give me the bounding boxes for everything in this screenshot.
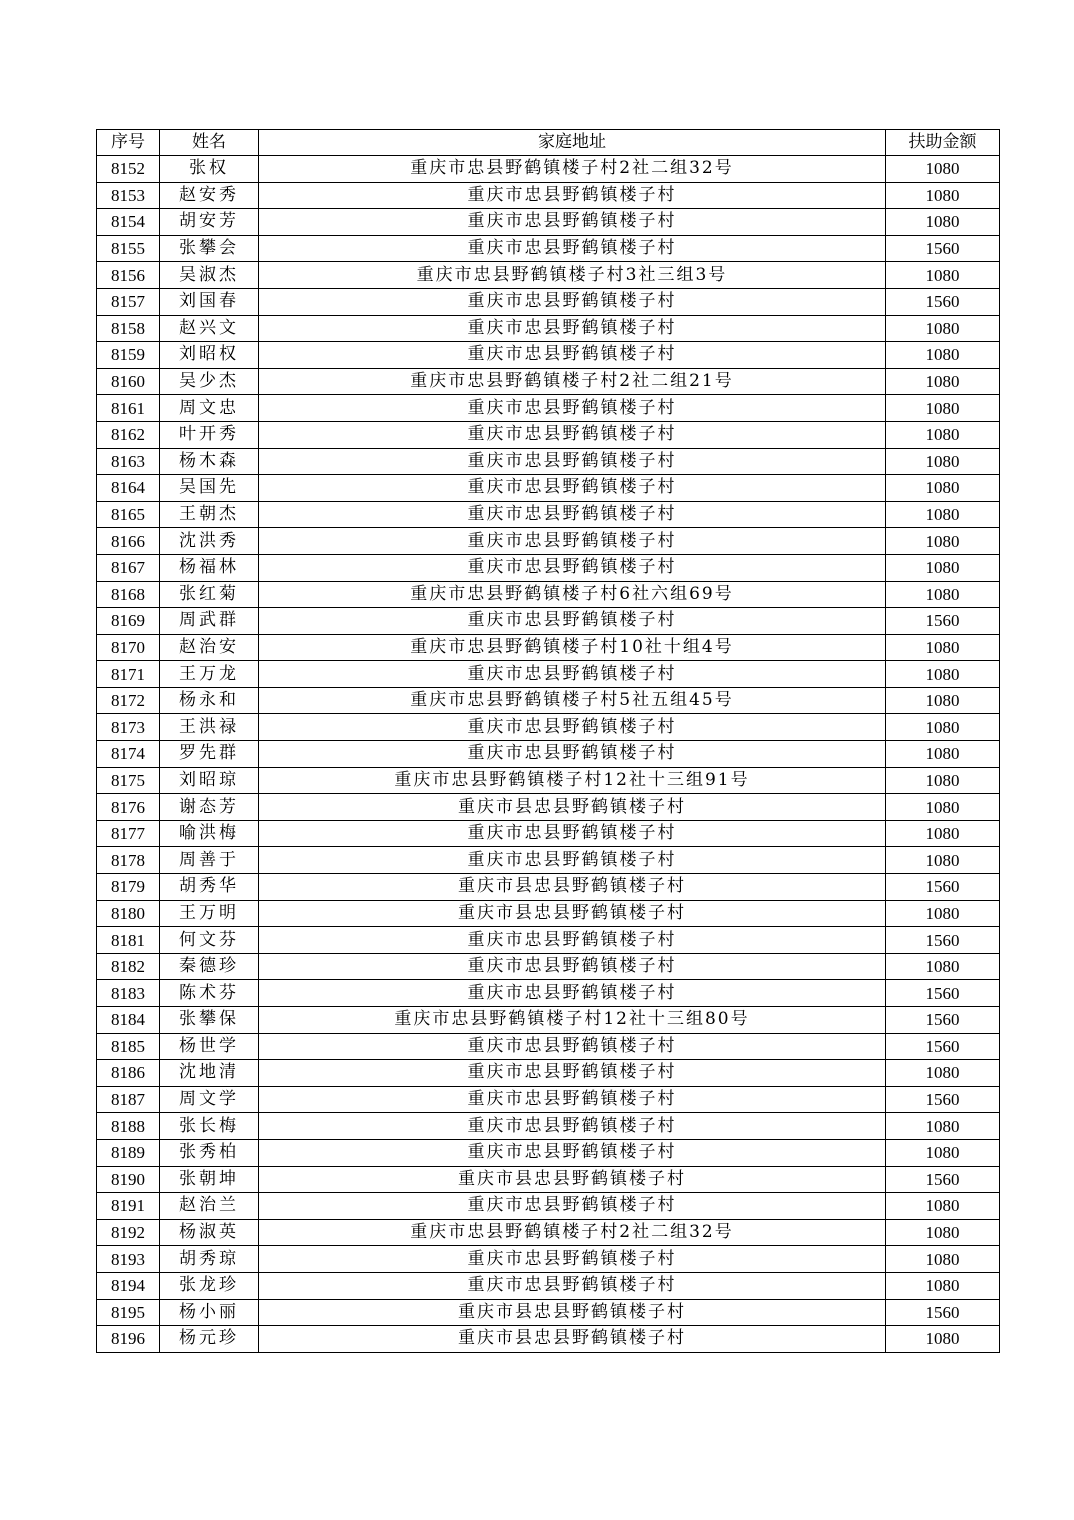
cell-name: 秦德珍	[160, 953, 259, 980]
cell-amount: 1560	[886, 874, 1000, 901]
cell-name: 张长梅	[160, 1113, 259, 1140]
cell-address: 重庆市忠县野鹤镇楼子村	[259, 1193, 886, 1220]
cell-address: 重庆市忠县野鹤镇楼子村	[259, 448, 886, 475]
cell-num: 8196	[97, 1326, 160, 1353]
header-name: 姓名	[160, 130, 259, 156]
cell-num: 8182	[97, 953, 160, 980]
header-address: 家庭地址	[259, 130, 886, 156]
cell-amount: 1080	[886, 395, 1000, 422]
table-row	[97, 1033, 1000, 1060]
cell-name: 张攀保	[160, 1007, 259, 1034]
table-row	[97, 235, 1000, 262]
table-row	[97, 368, 1000, 395]
table-row	[97, 1113, 1000, 1140]
cell-num: 8168	[97, 581, 160, 608]
cell-num: 8158	[97, 315, 160, 342]
table-row	[97, 1272, 1000, 1299]
cell-name: 周武群	[160, 608, 259, 635]
table-row	[97, 900, 1000, 927]
cell-num: 8165	[97, 501, 160, 528]
cell-address: 重庆市忠县野鹤镇楼子村	[259, 953, 886, 980]
cell-num: 8187	[97, 1086, 160, 1113]
cell-num: 8155	[97, 235, 160, 262]
cell-num: 8152	[97, 156, 160, 183]
table-row	[97, 820, 1000, 847]
cell-address: 重庆市忠县野鹤镇楼子村3社三组3号	[259, 262, 886, 289]
cell-name: 周文忠	[160, 395, 259, 422]
cell-address: 重庆市忠县野鹤镇楼子村	[259, 1246, 886, 1273]
cell-num: 8156	[97, 262, 160, 289]
table-row	[97, 634, 1000, 661]
cell-num: 8175	[97, 767, 160, 794]
cell-amount: 1080	[886, 1272, 1000, 1299]
cell-amount: 1080	[886, 767, 1000, 794]
table-row	[97, 156, 1000, 183]
cell-amount: 1080	[886, 368, 1000, 395]
cell-address: 重庆市县忠县野鹤镇楼子村	[259, 874, 886, 901]
cell-amount: 1560	[886, 1166, 1000, 1193]
cell-num: 8192	[97, 1219, 160, 1246]
table-row	[97, 767, 1000, 794]
cell-amount: 1560	[886, 980, 1000, 1007]
table-header	[97, 130, 1000, 156]
cell-num: 8185	[97, 1033, 160, 1060]
cell-amount: 1080	[886, 1326, 1000, 1353]
cell-amount: 1080	[886, 661, 1000, 688]
cell-amount: 1080	[886, 687, 1000, 714]
cell-amount: 1080	[886, 1219, 1000, 1246]
cell-name: 张红菊	[160, 581, 259, 608]
cell-num: 8189	[97, 1139, 160, 1166]
cell-address: 重庆市忠县野鹤镇楼子村12社十三组91号	[259, 767, 886, 794]
cell-address: 重庆市忠县野鹤镇楼子村	[259, 741, 886, 768]
cell-name: 沈地清	[160, 1060, 259, 1087]
cell-address: 重庆市忠县野鹤镇楼子村	[259, 501, 886, 528]
table-row	[97, 1246, 1000, 1273]
table-row	[97, 315, 1000, 342]
table-row	[97, 501, 1000, 528]
cell-amount: 1080	[886, 182, 1000, 209]
cell-amount: 1560	[886, 288, 1000, 315]
cell-amount: 1080	[886, 900, 1000, 927]
cell-address: 重庆市忠县野鹤镇楼子村10社十组4号	[259, 634, 886, 661]
cell-amount: 1080	[886, 448, 1000, 475]
cell-address: 重庆市县忠县野鹤镇楼子村	[259, 1166, 886, 1193]
cell-amount: 1080	[886, 1193, 1000, 1220]
table-row	[97, 1139, 1000, 1166]
cell-num: 8167	[97, 554, 160, 581]
cell-amount: 1560	[886, 927, 1000, 954]
cell-name: 何文芬	[160, 927, 259, 954]
cell-num: 8157	[97, 288, 160, 315]
cell-amount: 1080	[886, 342, 1000, 369]
cell-name: 喻洪梅	[160, 820, 259, 847]
cell-num: 8171	[97, 661, 160, 688]
cell-address: 重庆市忠县野鹤镇楼子村	[259, 661, 886, 688]
cell-address: 重庆市忠县野鹤镇楼子村	[259, 395, 886, 422]
cell-num: 8176	[97, 794, 160, 821]
cell-num: 8188	[97, 1113, 160, 1140]
cell-name: 王朝杰	[160, 501, 259, 528]
cell-num: 8160	[97, 368, 160, 395]
cell-name: 王洪禄	[160, 714, 259, 741]
table-row	[97, 661, 1000, 688]
cell-amount: 1080	[886, 953, 1000, 980]
cell-address: 重庆市忠县野鹤镇楼子村	[259, 235, 886, 262]
cell-address: 重庆市忠县野鹤镇楼子村	[259, 1060, 886, 1087]
cell-num: 8166	[97, 528, 160, 555]
cell-address: 重庆市忠县野鹤镇楼子村	[259, 475, 886, 502]
cell-num: 8159	[97, 342, 160, 369]
cell-amount: 1080	[886, 634, 1000, 661]
cell-amount: 1080	[886, 475, 1000, 502]
cell-amount: 1080	[886, 1139, 1000, 1166]
cell-name: 胡秀琼	[160, 1246, 259, 1273]
cell-name: 胡秀华	[160, 874, 259, 901]
cell-address: 重庆市县忠县野鹤镇楼子村	[259, 1299, 886, 1326]
cell-name: 赵安秀	[160, 182, 259, 209]
table-row	[97, 608, 1000, 635]
cell-num: 8174	[97, 741, 160, 768]
cell-address: 重庆市忠县野鹤镇楼子村2社二组32号	[259, 1219, 886, 1246]
table-row	[97, 1086, 1000, 1113]
table-row	[97, 953, 1000, 980]
cell-amount: 1080	[886, 528, 1000, 555]
cell-name: 杨世学	[160, 1033, 259, 1060]
cell-name: 沈洪秀	[160, 528, 259, 555]
assistance-roster-table	[96, 129, 1000, 1353]
cell-address: 重庆市县忠县野鹤镇楼子村	[259, 1326, 886, 1353]
cell-name: 张权	[160, 156, 259, 183]
cell-amount: 1080	[886, 156, 1000, 183]
cell-address: 重庆市忠县野鹤镇楼子村	[259, 714, 886, 741]
cell-name: 杨永和	[160, 687, 259, 714]
cell-address: 重庆市忠县野鹤镇楼子村	[259, 288, 886, 315]
cell-name: 杨元珍	[160, 1326, 259, 1353]
cell-name: 张秀柏	[160, 1139, 259, 1166]
cell-name: 张龙珍	[160, 1272, 259, 1299]
cell-amount: 1080	[886, 741, 1000, 768]
table-row	[97, 288, 1000, 315]
cell-num: 8191	[97, 1193, 160, 1220]
table-row	[97, 847, 1000, 874]
cell-num: 8190	[97, 1166, 160, 1193]
table-body	[97, 156, 1000, 1353]
cell-address: 重庆市县忠县野鹤镇楼子村	[259, 900, 886, 927]
cell-address: 重庆市忠县野鹤镇楼子村6社六组69号	[259, 581, 886, 608]
cell-address: 重庆市忠县野鹤镇楼子村	[259, 209, 886, 236]
cell-name: 胡安芳	[160, 209, 259, 236]
table-row	[97, 1166, 1000, 1193]
table-row	[97, 581, 1000, 608]
cell-address: 重庆市忠县野鹤镇楼子村	[259, 1272, 886, 1299]
cell-name: 叶开秀	[160, 421, 259, 448]
cell-amount: 1080	[886, 794, 1000, 821]
table-row	[97, 980, 1000, 1007]
cell-name: 周文学	[160, 1086, 259, 1113]
cell-address: 重庆市忠县野鹤镇楼子村	[259, 847, 886, 874]
cell-amount: 1080	[886, 847, 1000, 874]
table-row	[97, 554, 1000, 581]
cell-address: 重庆市忠县野鹤镇楼子村	[259, 342, 886, 369]
cell-address: 重庆市忠县野鹤镇楼子村	[259, 980, 886, 1007]
cell-name: 谢态芳	[160, 794, 259, 821]
cell-name: 吴淑杰	[160, 262, 259, 289]
table-row	[97, 1219, 1000, 1246]
cell-num: 8172	[97, 687, 160, 714]
table-row	[97, 927, 1000, 954]
cell-name: 刘昭琼	[160, 767, 259, 794]
cell-address: 重庆市忠县野鹤镇楼子村	[259, 554, 886, 581]
cell-num: 8193	[97, 1246, 160, 1273]
cell-name: 杨小丽	[160, 1299, 259, 1326]
cell-amount: 1560	[886, 1033, 1000, 1060]
cell-address: 重庆市忠县野鹤镇楼子村	[259, 528, 886, 555]
cell-amount: 1080	[886, 262, 1000, 289]
table-row	[97, 182, 1000, 209]
table-row	[97, 395, 1000, 422]
cell-num: 8180	[97, 900, 160, 927]
table-row	[97, 794, 1000, 821]
cell-address: 重庆市忠县野鹤镇楼子村	[259, 421, 886, 448]
cell-num: 8154	[97, 209, 160, 236]
table-row	[97, 1193, 1000, 1220]
cell-amount: 1560	[886, 1086, 1000, 1113]
table-row	[97, 342, 1000, 369]
cell-num: 8162	[97, 421, 160, 448]
cell-num: 8186	[97, 1060, 160, 1087]
cell-name: 张朝坤	[160, 1166, 259, 1193]
cell-num: 8173	[97, 714, 160, 741]
cell-address: 重庆市忠县野鹤镇楼子村12社十三组80号	[259, 1007, 886, 1034]
cell-amount: 1560	[886, 1007, 1000, 1034]
cell-amount: 1080	[886, 1060, 1000, 1087]
cell-address: 重庆市忠县野鹤镇楼子村5社五组45号	[259, 687, 886, 714]
cell-address: 重庆市忠县野鹤镇楼子村	[259, 1033, 886, 1060]
table-row	[97, 528, 1000, 555]
cell-num: 8169	[97, 608, 160, 635]
table-row	[97, 874, 1000, 901]
table-row	[97, 1299, 1000, 1326]
table-row	[97, 687, 1000, 714]
table-row	[97, 741, 1000, 768]
cell-address: 重庆市忠县野鹤镇楼子村	[259, 608, 886, 635]
table-row	[97, 448, 1000, 475]
cell-name: 王万龙	[160, 661, 259, 688]
cell-amount: 1080	[886, 315, 1000, 342]
cell-num: 8194	[97, 1272, 160, 1299]
cell-num: 8179	[97, 874, 160, 901]
cell-address: 重庆市县忠县野鹤镇楼子村	[259, 794, 886, 821]
table-row	[97, 714, 1000, 741]
cell-name: 赵治兰	[160, 1193, 259, 1220]
cell-num: 8178	[97, 847, 160, 874]
cell-name: 陈术芬	[160, 980, 259, 1007]
cell-amount: 1560	[886, 235, 1000, 262]
cell-name: 杨木森	[160, 448, 259, 475]
cell-amount: 1080	[886, 1113, 1000, 1140]
table-row	[97, 209, 1000, 236]
cell-address: 重庆市忠县野鹤镇楼子村	[259, 1113, 886, 1140]
cell-amount: 1080	[886, 554, 1000, 581]
header-amount: 扶助金额	[886, 130, 1000, 156]
cell-num: 8183	[97, 980, 160, 1007]
cell-amount: 1080	[886, 714, 1000, 741]
cell-amount: 1080	[886, 209, 1000, 236]
table-row	[97, 1060, 1000, 1087]
cell-address: 重庆市忠县野鹤镇楼子村	[259, 927, 886, 954]
table-row	[97, 262, 1000, 289]
cell-address: 重庆市忠县野鹤镇楼子村	[259, 820, 886, 847]
cell-name: 王万明	[160, 900, 259, 927]
header-row	[97, 130, 1000, 156]
cell-amount: 1560	[886, 1299, 1000, 1326]
cell-num: 8177	[97, 820, 160, 847]
cell-amount: 1080	[886, 820, 1000, 847]
cell-name: 杨淑英	[160, 1219, 259, 1246]
cell-address: 重庆市忠县野鹤镇楼子村2社二组32号	[259, 156, 886, 183]
cell-name: 杨福林	[160, 554, 259, 581]
table-row	[97, 1007, 1000, 1034]
cell-amount: 1080	[886, 421, 1000, 448]
cell-num: 8164	[97, 475, 160, 502]
cell-name: 罗先群	[160, 741, 259, 768]
cell-num: 8170	[97, 634, 160, 661]
cell-name: 刘昭权	[160, 342, 259, 369]
cell-num: 8163	[97, 448, 160, 475]
cell-amount: 1080	[886, 581, 1000, 608]
cell-name: 周善于	[160, 847, 259, 874]
header-num: 序号	[97, 130, 160, 156]
cell-amount: 1080	[886, 501, 1000, 528]
cell-name: 张攀会	[160, 235, 259, 262]
cell-amount: 1080	[886, 1246, 1000, 1273]
cell-address: 重庆市忠县野鹤镇楼子村2社二组21号	[259, 368, 886, 395]
cell-num: 8181	[97, 927, 160, 954]
cell-name: 赵兴文	[160, 315, 259, 342]
cell-name: 赵治安	[160, 634, 259, 661]
cell-amount: 1560	[886, 608, 1000, 635]
cell-address: 重庆市忠县野鹤镇楼子村	[259, 1086, 886, 1113]
cell-name: 吴国先	[160, 475, 259, 502]
cell-address: 重庆市忠县野鹤镇楼子村	[259, 182, 886, 209]
cell-num: 8161	[97, 395, 160, 422]
cell-address: 重庆市忠县野鹤镇楼子村	[259, 1139, 886, 1166]
cell-name: 刘国春	[160, 288, 259, 315]
table-row	[97, 475, 1000, 502]
table-row	[97, 1326, 1000, 1353]
cell-num: 8184	[97, 1007, 160, 1034]
cell-num: 8195	[97, 1299, 160, 1326]
table-row	[97, 421, 1000, 448]
cell-address: 重庆市忠县野鹤镇楼子村	[259, 315, 886, 342]
cell-name: 吴少杰	[160, 368, 259, 395]
cell-num: 8153	[97, 182, 160, 209]
